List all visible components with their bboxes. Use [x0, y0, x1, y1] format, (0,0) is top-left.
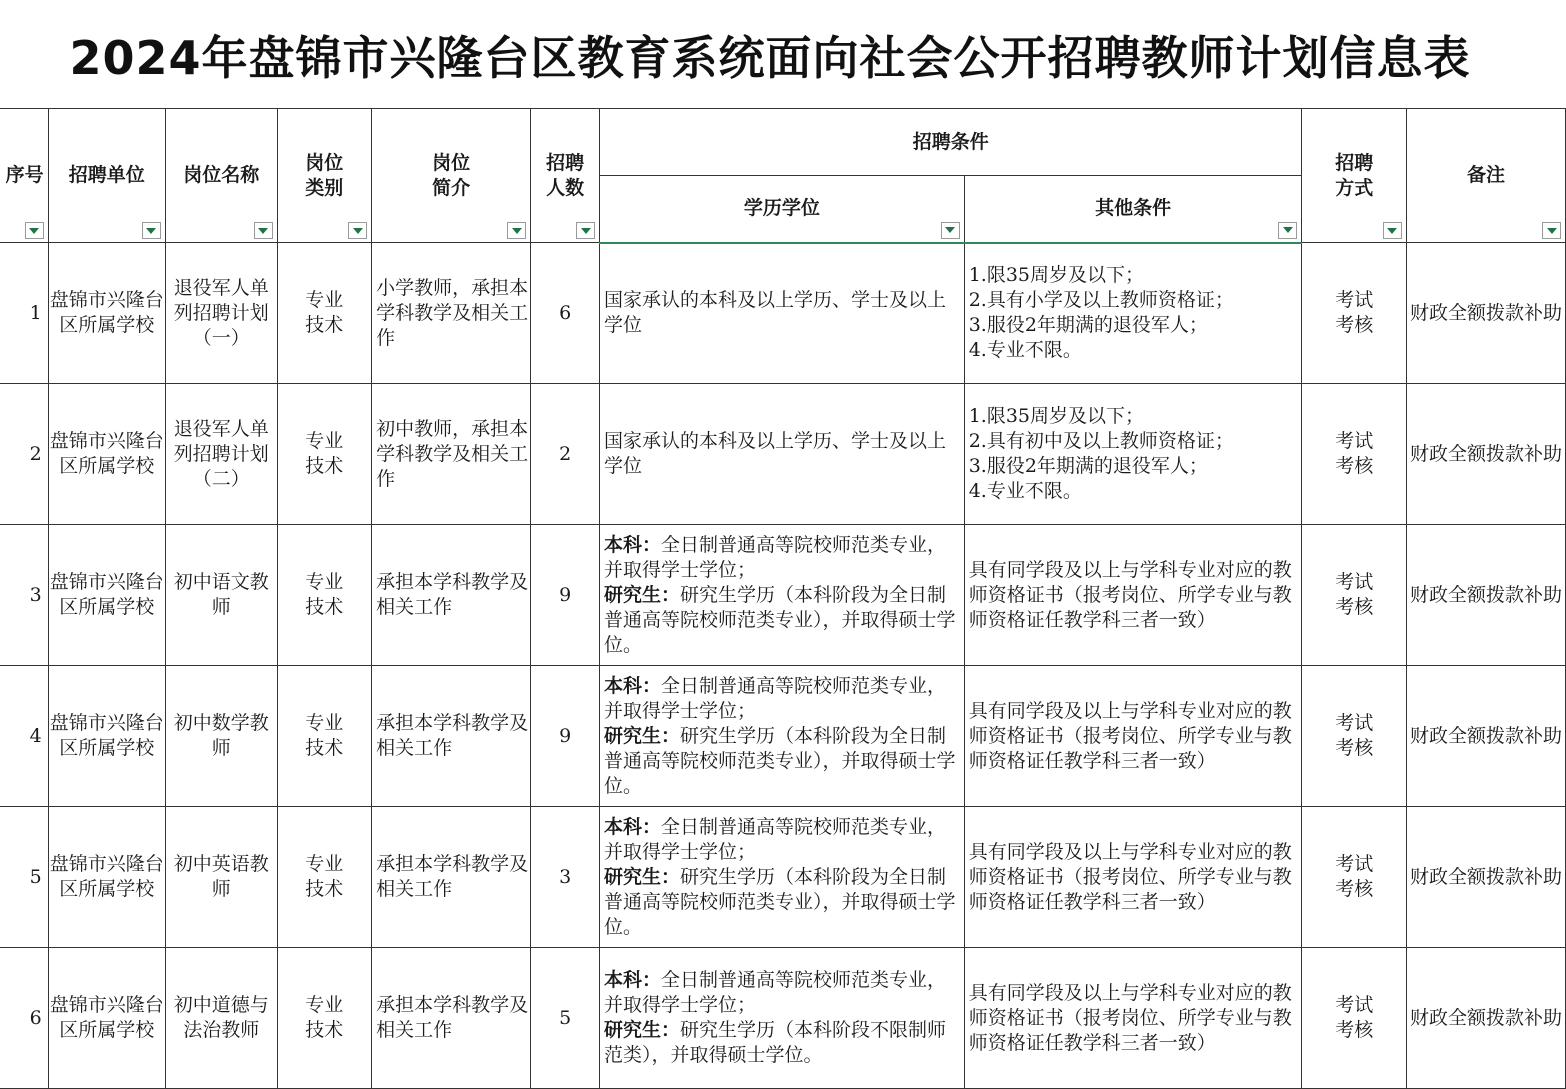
table-row [0, 243, 1566, 384]
header-category: 岗位类别 [277, 109, 372, 243]
header-method: 招聘方式 [1302, 109, 1407, 243]
cell-seq[interactable]: 2 [0, 384, 48, 525]
edu-bachelor-label: 本科： [604, 674, 662, 697]
cell-other[interactable]: 1.限35周岁及以下； 2.具有初中及以上教师资格证； 3.服役2年期满的退役军人； 4.专业不限。 [964, 384, 1302, 525]
cell-other[interactable]: 具有同学段及以上与学科专业对应的教师资格证书（报考岗位、所学专业与教师资格证任教学科三者一致） [964, 807, 1302, 948]
cell-post[interactable]: 初中语文教师 [165, 525, 277, 666]
cell-remark[interactable]: 财政全额拨款补助 [1406, 666, 1565, 807]
cell-seq[interactable]: 4 [0, 666, 48, 807]
recruitment-table [0, 108, 1566, 1089]
cell-count[interactable]: 3 [531, 807, 600, 948]
filter-dropdown-unit[interactable] [142, 222, 161, 239]
cell-remark[interactable]: 财政全额拨款补助 [1406, 948, 1565, 1089]
cell-education[interactable]: 本科：全日制普通高等院校师范类专业，并取得学士学位； 研究生：研究生学历（本科阶段为全日制普通高等院校师范类专业），并取得硕士学位。 [600, 807, 965, 948]
filter-dropdown-post[interactable] [254, 222, 273, 239]
cell-count[interactable]: 9 [531, 666, 600, 807]
filter-arrow-icon [146, 228, 156, 234]
cell-seq[interactable]: 1 [0, 243, 48, 384]
header-count: 招聘人数 [531, 109, 600, 243]
edu-master-label: 研究生： [604, 865, 681, 888]
cell-seq[interactable]: 3 [0, 525, 48, 666]
cell-education[interactable]: 本科：全日制普通高等院校师范类专业，并取得学士学位； 研究生：研究生学历（本科阶段不限制师范类），并取得硕士学位。 [600, 948, 965, 1089]
cell-education[interactable]: 本科：全日制普通高等院校师范类专业，并取得学士学位； 研究生：研究生学历（本科阶段为全日制普通高等院校师范类专业），并取得硕士学位。 [600, 525, 965, 666]
cell-other[interactable]: 1.限35周岁及以下； 2.具有小学及以上教师资格证； 3.服役2年期满的退役军人； 4.专业不限。 [964, 243, 1302, 384]
cell-intro[interactable]: 承担本学科教学及相关工作 [372, 525, 531, 666]
cell-category[interactable]: 专业技术 [277, 384, 372, 525]
cell-category[interactable]: 专业技术 [277, 525, 372, 666]
filter-dropdown-seq[interactable] [25, 222, 44, 239]
cell-method[interactable]: 考试考核 [1302, 666, 1407, 807]
cell-unit[interactable]: 盘锦市兴隆台区所属学校 [48, 384, 165, 525]
edu-master-label: 研究生： [604, 724, 681, 747]
filter-arrow-icon [258, 228, 268, 234]
header-remark: 备注 [1406, 109, 1565, 243]
cell-count[interactable]: 5 [531, 948, 600, 1089]
cell-remark[interactable]: 财政全额拨款补助 [1406, 243, 1565, 384]
cell-count[interactable]: 2 [531, 384, 600, 525]
cell-remark[interactable]: 财政全额拨款补助 [1406, 384, 1565, 525]
cell-intro[interactable]: 承担本学科教学及相关工作 [372, 807, 531, 948]
edu-bachelor-label: 本科： [604, 533, 662, 556]
edu-master-label: 研究生： [604, 1019, 681, 1041]
edu-bachelor-label: 本科： [604, 969, 662, 991]
header-seq: 序号 [0, 109, 48, 243]
header-education: 学历学位 [600, 176, 965, 243]
cell-education[interactable]: 国家承认的本科及以上学历、学士及以上学位 [600, 243, 965, 384]
filter-dropdown-intro[interactable] [507, 222, 526, 239]
cell-unit[interactable]: 盘锦市兴隆台区所属学校 [48, 948, 165, 1089]
cell-post[interactable]: 初中数学教师 [165, 666, 277, 807]
cell-category[interactable]: 专业技术 [277, 666, 372, 807]
cell-method[interactable]: 考试考核 [1302, 807, 1407, 948]
cell-unit[interactable]: 盘锦市兴隆台区所属学校 [48, 525, 165, 666]
filter-arrow-icon [581, 228, 591, 234]
cell-count[interactable]: 9 [531, 525, 600, 666]
table-row [0, 666, 1566, 807]
header-intro: 岗位简介 [372, 109, 531, 243]
edu-bachelor-label: 本科： [604, 815, 662, 838]
cell-seq[interactable]: 5 [0, 807, 48, 948]
header-conditions: 招聘条件 [600, 109, 1302, 176]
filter-arrow-icon [1547, 228, 1557, 234]
cell-unit[interactable]: 盘锦市兴隆台区所属学校 [48, 666, 165, 807]
cell-method[interactable]: 考试考核 [1302, 948, 1407, 1089]
cell-method[interactable]: 考试考核 [1302, 525, 1407, 666]
cell-seq[interactable]: 6 [0, 948, 48, 1089]
filter-arrow-icon [512, 228, 522, 234]
table-row [0, 384, 1566, 525]
filter-arrow-icon [353, 228, 363, 234]
table-row [0, 948, 1566, 1089]
cell-post[interactable]: 初中英语教师 [165, 807, 277, 948]
cell-unit[interactable]: 盘锦市兴隆台区所属学校 [48, 807, 165, 948]
header-unit: 招聘单位 [48, 109, 165, 243]
cell-intro[interactable]: 初中教师，承担本学科教学及相关工作 [372, 384, 531, 525]
cell-intro[interactable]: 小学教师，承担本学科教学及相关工作 [372, 243, 531, 384]
cell-count[interactable]: 6 [531, 243, 600, 384]
cell-category[interactable]: 专业技术 [277, 243, 372, 384]
header-post: 岗位名称 [165, 109, 277, 243]
filter-dropdown-count[interactable] [576, 222, 595, 239]
cell-remark[interactable]: 财政全额拨款补助 [1406, 807, 1565, 948]
cell-category[interactable]: 专业技术 [277, 948, 372, 1089]
cell-method[interactable]: 考试考核 [1302, 384, 1407, 525]
cell-intro[interactable]: 承担本学科教学及相关工作 [372, 948, 531, 1089]
table-row [0, 525, 1566, 666]
edu-master-label: 研究生： [604, 583, 681, 606]
cell-post[interactable]: 退役军人单列招聘计划（一） [165, 243, 277, 384]
filter-dropdown-other[interactable] [1278, 222, 1297, 239]
filter-arrow-icon [29, 228, 39, 234]
cell-education[interactable]: 国家承认的本科及以上学历、学士及以上学位 [600, 384, 965, 525]
filter-dropdown-education[interactable] [941, 222, 960, 239]
cell-remark[interactable]: 财政全额拨款补助 [1406, 525, 1565, 666]
cell-unit[interactable]: 盘锦市兴隆台区所属学校 [48, 243, 165, 384]
cell-post[interactable]: 退役军人单列招聘计划（二） [165, 384, 277, 525]
filter-arrow-icon [1387, 228, 1397, 234]
filter-arrow-icon [1283, 227, 1293, 233]
filter-arrow-icon [945, 227, 955, 233]
cell-intro[interactable]: 承担本学科教学及相关工作 [372, 666, 531, 807]
cell-education[interactable]: 本科：全日制普通高等院校师范类专业，并取得学士学位； 研究生：研究生学历（本科阶段为全日制普通高等院校师范类专业），并取得硕士学位。 [600, 666, 965, 807]
filter-dropdown-remark[interactable] [1542, 222, 1561, 239]
table-row [0, 807, 1566, 948]
filter-dropdown-method[interactable] [1383, 222, 1402, 239]
header-other: 其他条件 [964, 176, 1302, 243]
filter-dropdown-category[interactable] [348, 222, 367, 239]
cell-other[interactable]: 具有同学段及以上与学科专业对应的教师资格证书（报考岗位、所学专业与教师资格证任教学科三者一致） [964, 666, 1302, 807]
cell-method[interactable]: 考试考核 [1302, 243, 1407, 384]
cell-other[interactable]: 具有同学段及以上与学科专业对应的教师资格证书（报考岗位、所学专业与教师资格证任教学科三者一致） [964, 948, 1302, 1089]
sheet-title: 2024年盘锦市兴隆台区教育系统面向社会公开招聘教师计划信息表 [69, 31, 1471, 85]
cell-category[interactable]: 专业技术 [277, 807, 372, 948]
cell-other[interactable]: 具有同学段及以上与学科专业对应的教师资格证书（报考岗位、所学专业与教师资格证任教学科三者一致） [964, 525, 1302, 666]
cell-post[interactable]: 初中道德与法治教师 [165, 948, 277, 1089]
